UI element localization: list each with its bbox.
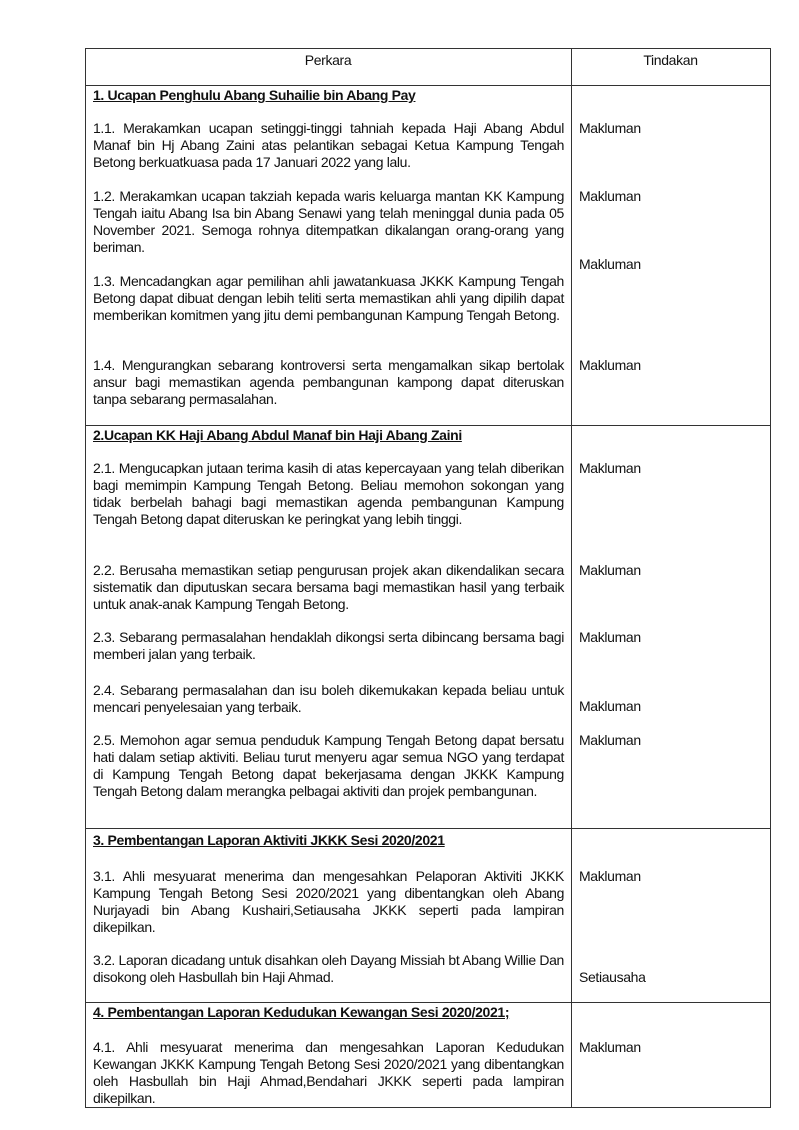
section-heading: 2.Ucapan KK Haji Abang Abdul Manaf bin Haji Abang Zaini: [93, 427, 462, 443]
row-divider: [85, 85, 771, 86]
row-divider: [85, 828, 771, 829]
agenda-item: 3.2. Laporan dicadang untuk disahkan oleh Dayang Missiah bt Abang Willie Dan disokong oleh Hasbullah bin Haji Ahmad.: [93, 952, 564, 985]
action-text: Makluman: [579, 732, 641, 748]
action-text: Makluman: [579, 1039, 641, 1055]
table-border-left: [85, 48, 86, 1108]
row-divider: [85, 425, 771, 426]
agenda-item: 1.2. Merakamkan ucapan takziah kepada waris keluarga mantan KK Kampung Tengah iaitu Abang Isa bin Abang Senawi yang telah meninggal dunia pada 05 November 2021. Semoga rohnya ditempatkan dikalangan orang-orang yang beriman.: [93, 188, 564, 255]
action-text: Makluman: [579, 188, 641, 204]
section-heading: 3. Pembentangan Laporan Aktiviti JKKK Sesi 2020/2021: [93, 832, 445, 848]
table-border-top: [85, 48, 771, 49]
agenda-item: 1.4. Mengurangkan sebarang kontroversi serta mengamalkan sikap bertolak ansur bagi memastikan agenda pembangunan kampong dapat diteruskan tanpa sebarang permasalahan.: [93, 357, 564, 407]
section-heading: 4. Pembentangan Laporan Kedudukan Kewangan Sesi 2020/2021;: [93, 1004, 510, 1020]
action-text: Makluman: [579, 120, 641, 136]
action-text: Makluman: [579, 562, 641, 578]
agenda-item: 2.5. Memohon agar semua penduduk Kampung Tengah Betong dapat bersatu hati dalam setiap aktiviti. Beliau turut menyeru agar semua NGO yang terdapat di Kampung Tengah Betong dapat bekerjasama dengan JKKK Kampung Tengah Betong dalam merangka pelbagai aktiviti dan projek pembangunan.: [93, 732, 564, 799]
action-text: Makluman: [579, 698, 641, 714]
row-divider: [85, 1002, 771, 1003]
column-divider: [571, 48, 572, 1108]
agenda-item: 2.1. Mengucapkan jutaan terima kasih di atas kepercayaan yang telah diberikan bagi memimpin Kampung Tengah Betong. Beliau memohon sokongan yang tidak berbelah bahagi bagi memastikan agenda pembangunan Kampung Tengah Betong dapat diteruskan ke peringkat yang lebih tinggi.: [93, 460, 564, 527]
action-text: Makluman: [579, 256, 641, 272]
column-header-perkara: Perkara: [304, 52, 352, 68]
section-heading: 1. Ucapan Penghulu Abang Suhailie bin Abang Pay: [93, 87, 416, 103]
action-text: Setiausaha: [579, 969, 646, 985]
table-border-right: [770, 48, 771, 1108]
agenda-item: 1.3. Mencadangkan agar pemilihan ahli jawatankuasa JKKK Kampung Tengah Betong dapat dibuat dengan lebih teliti serta memastikan ahli yang dipilih dapat memberikan komitmen yang jitu demi pembangunan Kampung Tengah Betong.: [93, 273, 564, 323]
table-border-bottom: [85, 1107, 771, 1108]
action-text: Makluman: [579, 357, 641, 373]
action-text: Makluman: [579, 868, 641, 884]
agenda-item: 2.4. Sebarang permasalahan dan isu boleh dikemukakan kepada beliau untuk mencari penyelesaian yang terbaik.: [93, 682, 564, 715]
agenda-item: 2.3. Sebarang permasalahan hendaklah dikongsi serta dibincang bersama bagi memberi jalan yang terbaik.: [93, 629, 564, 662]
agenda-item: 1.1. Merakamkan ucapan setinggi-tinggi tahniah kepada Haji Abang Abdul Manaf bin Hj Abang Zaini atas pelantikan sebagai Ketua Kampung Tengah Betong berkuatkuasa pada 17 Januari 2022 yang lalu.: [93, 120, 564, 170]
action-text: Makluman: [579, 629, 641, 645]
agenda-item: 2.2. Berusaha memastikan setiap pengurusan projek akan dikendalikan secara sistematik dan diputuskan secara bersama bagi memastikan hasil yang terbaik untuk anak-anak Kampung Tengah Betong.: [93, 562, 564, 612]
column-header-tindakan: Tindakan: [643, 52, 698, 68]
agenda-item: 3.1. Ahli mesyuarat menerima dan mengesahkan Pelaporan Aktiviti JKKK Kampung Tengah Betong Sesi 2020/2021 yang dibentangkan oleh Abang Nurjayadi bin Abang Kushairi,Setiausaha JKKK seperti pada lampiran dikepilkan.: [93, 868, 564, 935]
action-text: Makluman: [579, 460, 641, 476]
agenda-item: 4.1. Ahli mesyuarat menerima dan mengesahkan Laporan Kedudukan Kewangan JKKK Kampung Tengah Betong Sesi 2020/2021 yang dibentangkan oleh Hasbullah bin Haji Ahmad,Bendahari JKKK seperti pada lampiran dikepilkan.: [93, 1039, 564, 1106]
